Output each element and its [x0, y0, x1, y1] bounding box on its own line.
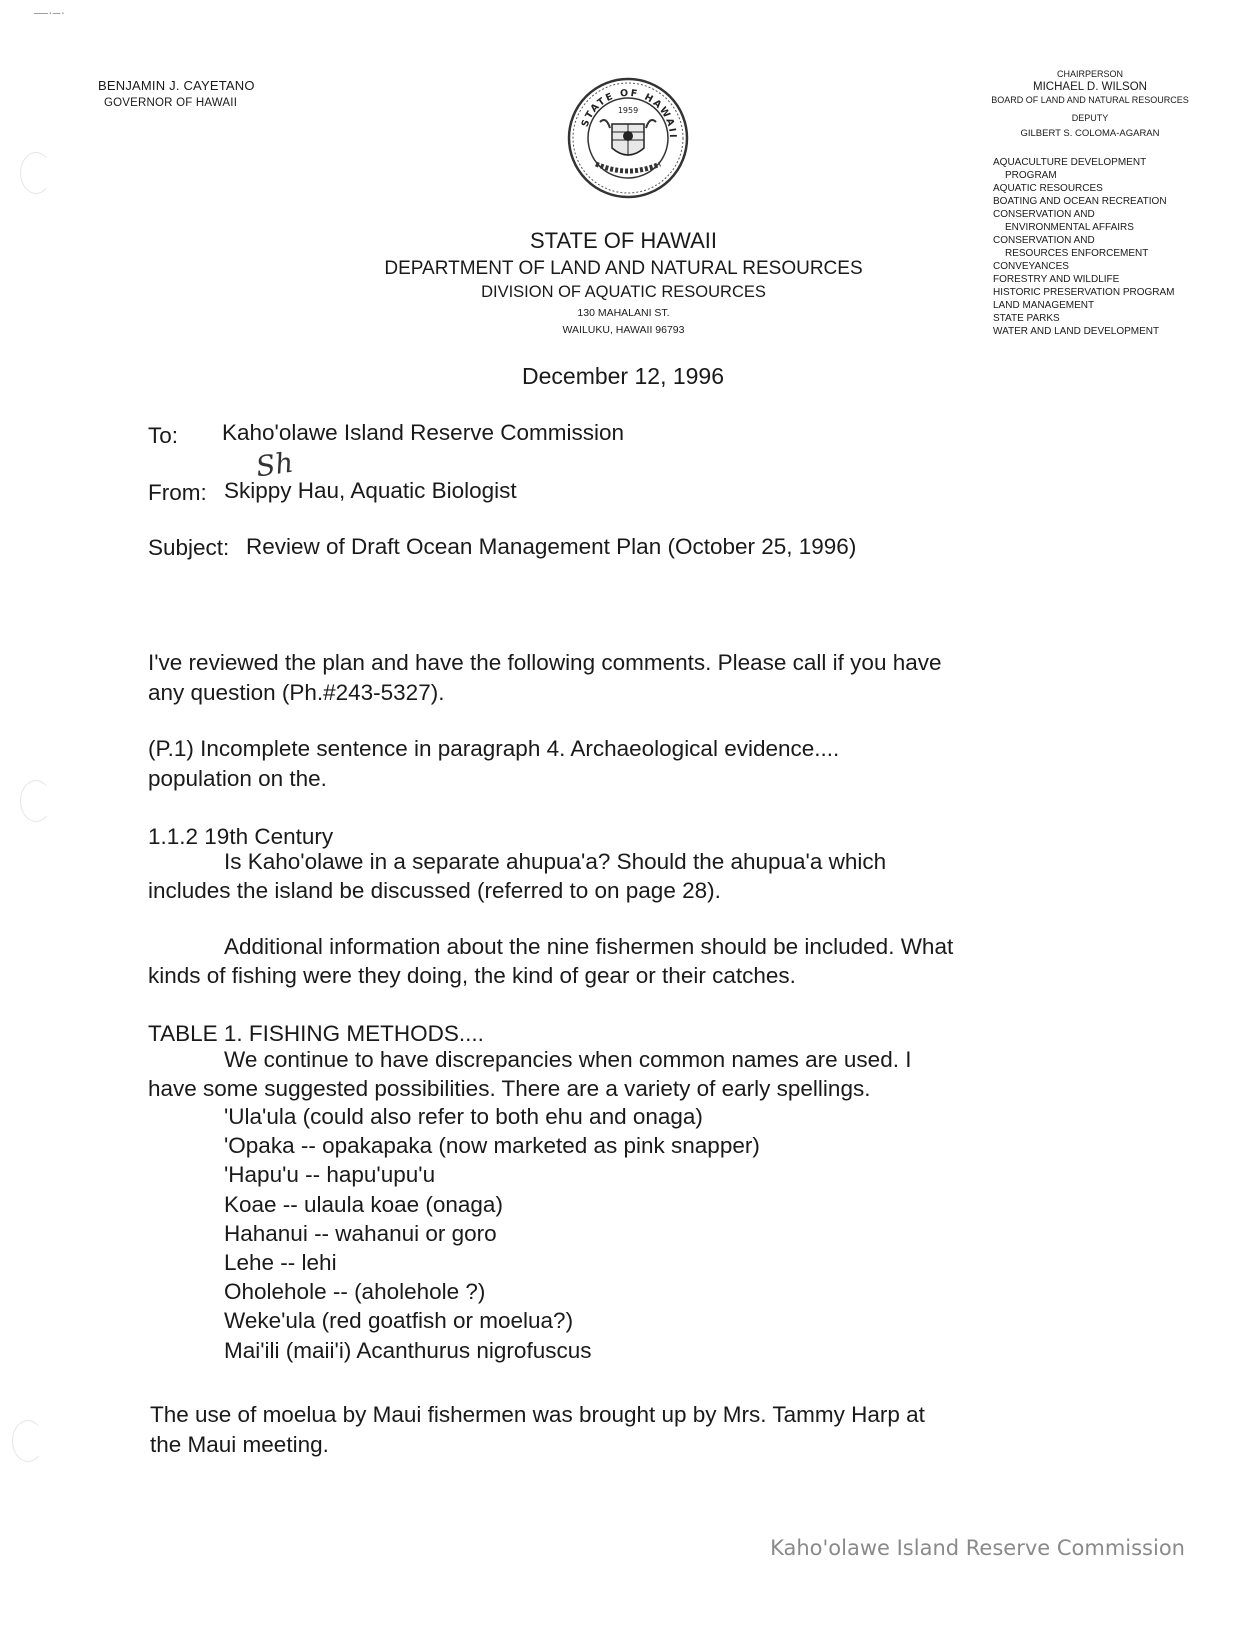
list-item: Weke'ula (red goatfish or moelua?) [224, 1308, 574, 1334]
intro-line: any question (Ph.#243-5327). [148, 680, 445, 705]
chair-block [960, 68, 1220, 140]
to-value: Kaho'olawe Island Reserve Commission [222, 420, 624, 445]
division-item: STATE PARKS [993, 313, 1060, 324]
list-item: Oholehole -- (aholehole ?) [224, 1279, 486, 1305]
closing-line: The use of moelua by Maui fishermen was brought up by Mrs. Tammy Harp at [150, 1402, 925, 1427]
from-label: From: [148, 480, 207, 505]
fishermen-line: kinds of fishing were they doing, the kind of gear or their catches. [148, 963, 796, 988]
seal-text: STATE OF HAWAII [579, 87, 679, 140]
department-title: DEPARTMENT OF LAND AND NATURAL RESOURCES [384, 258, 863, 279]
to-label: To: [148, 423, 179, 448]
division-item: LAND MANAGEMENT [993, 300, 1095, 311]
fish-name-list [224, 1102, 760, 1365]
list-item: 'Ula'ula (could also refer to both ehu and onaga) [224, 1104, 703, 1129]
chair-board: BOARD OF LAND AND NATURAL RESOURCES [991, 95, 1189, 105]
table-heading: TABLE 1. FISHING METHODS.... [148, 1021, 484, 1046]
division-item: HISTORIC PRESERVATION PROGRAM [993, 287, 1175, 298]
address-street: 130 MAHALANI ST. [577, 307, 670, 319]
list-item: Koae -- ulaula koae (onaga) [224, 1191, 503, 1217]
governor-title: GOVERNOR OF HAWAII [104, 97, 238, 109]
scan-mark: —·‒· [34, 4, 66, 20]
footer-watermark: Kaho'olawe Island Reserve Commission [770, 1536, 1185, 1560]
state-title: STATE OF HAWAII [530, 228, 717, 253]
from-value: Skippy Hau, Aquatic Biologist [224, 478, 517, 503]
division-item: ENVIRONMENTAL AFFAIRS [1005, 222, 1134, 233]
division-title: DIVISION OF AQUATIC RESOURCES [481, 283, 766, 301]
fishermen-line: Additional information about the nine fishermen should be included. What [224, 934, 954, 959]
punch-hole [12, 1420, 44, 1462]
list-item: Hahanui -- wahanui or goro [224, 1220, 497, 1246]
governor-name: BENJAMIN J. CAYETANO [98, 78, 255, 93]
deputy-name: GILBERT S. COLOMA-AGARAN [1020, 128, 1160, 139]
section-line: Is Kaho'olawe in a separate ahupua'a? Should the ahupua'a which [224, 849, 887, 874]
division-item: CONVEYANCES [993, 261, 1069, 272]
subject-value: Review of Draft Ocean Management Plan (October 25, 1996) [246, 534, 857, 559]
section-heading: 1.1.2 19th Century [148, 824, 334, 849]
section-line: includes the island be discussed (referred to on page 28). [148, 878, 721, 903]
p1-comment-line: population on the. [148, 766, 327, 791]
chair-label: CHAIRPERSON [1056, 69, 1123, 79]
division-item: CONSERVATION AND [993, 235, 1095, 246]
handwritten-initials: Sh [253, 445, 296, 484]
list-item: 'Hapu'u -- hapu'upu'u [224, 1162, 436, 1188]
list-item: 'Opaka -- opakapaka (now marketed as pink snapper) [224, 1133, 760, 1159]
division-item: WATER AND LAND DEVELOPMENT [993, 326, 1160, 337]
seal-year: 1959 [617, 106, 639, 115]
division-item: PROGRAM [1005, 170, 1057, 181]
table-line: We continue to have discrepancies when common names are used. I [224, 1047, 912, 1072]
list-item: Mai'ili (maii'i) Acanthurus nigrofuscus [224, 1337, 592, 1363]
intro-line: I've reviewed the plan and have the following comments. Please call if you have [148, 650, 942, 675]
table-line: have some suggested possibilities. There are a variety of early spellings. [148, 1076, 871, 1101]
chair-name: MICHAEL D. WILSON [1033, 81, 1147, 93]
p1-comment-line: (P.1) Incomplete sentence in paragraph 4. Archaeological evidence.... [148, 736, 840, 761]
division-item: AQUATIC RESOURCES [993, 183, 1103, 194]
division-item: AQUACULTURE DEVELOPMENT [993, 157, 1147, 168]
memo-date: December 12, 1996 [522, 363, 725, 389]
subject-label: Subject: [148, 535, 230, 560]
division-list [993, 156, 1175, 338]
deputy-label: DEPUTY [1071, 113, 1109, 123]
division-item: CONSERVATION AND [993, 209, 1095, 220]
punch-hole [20, 152, 52, 194]
punch-hole [20, 780, 52, 822]
state-seal [566, 76, 690, 200]
division-item: FORESTRY AND WILDLIFE [993, 274, 1120, 285]
list-item: Lehe -- lehi [224, 1250, 337, 1276]
division-item: BOATING AND OCEAN RECREATION [993, 196, 1167, 207]
closing-line: the Maui meeting. [150, 1432, 329, 1457]
address-city: WAILUKU, HAWAII 96793 [562, 324, 685, 336]
division-item: RESOURCES ENFORCEMENT [1005, 248, 1149, 259]
